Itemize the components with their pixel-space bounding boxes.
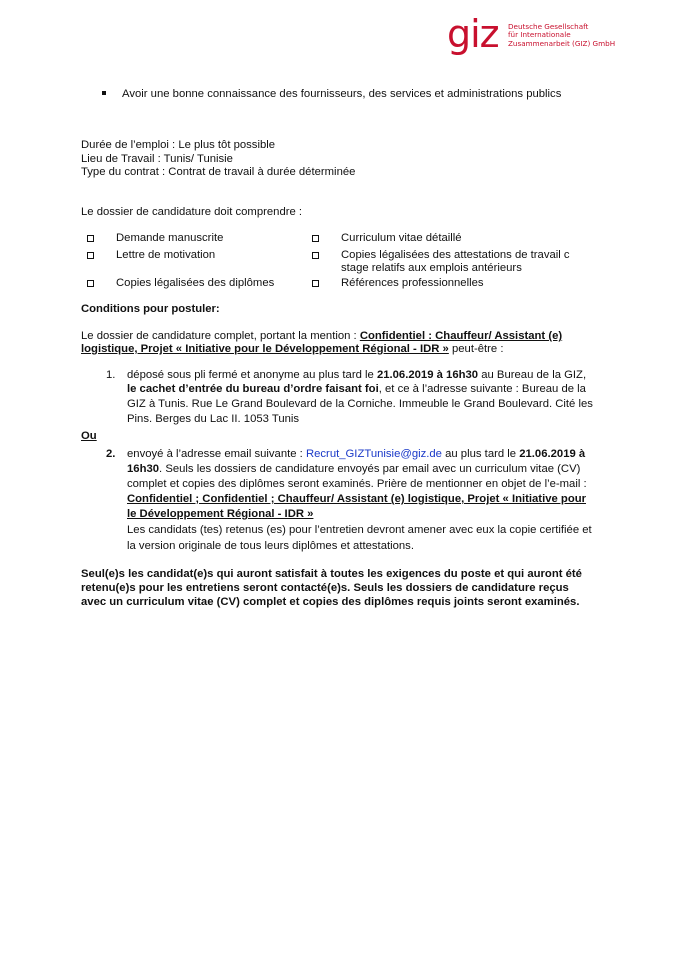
closing-line: avec un curriculum vitae (CV) complet et copies des diplômes requis joints seront examinés. (81, 596, 580, 608)
mention-title-bold: logistique, Projet « Initiative pour le Développement Régional - IDR » (81, 343, 449, 355)
logo-line: Zusammenarbeit (GIZ) GmbH (508, 38, 616, 48)
job-location: Lieu de Travail : Tunis/ Tunisie (81, 153, 233, 165)
deadline: 16h30 (127, 463, 160, 475)
job-duration: Durée de l’emploi : Le plus tôt possible (81, 139, 276, 151)
text-bold: le cachet d’entrée du bureau d’ordre faisant foi (127, 383, 379, 395)
option-2-line: complet et copies des diplômes seront examinés. Prière de mentionner en objet de l’e-mail : (127, 478, 587, 490)
giz-logo-text (508, 23, 615, 48)
option-1-line: Pins. Berges du Lac II. 1053 Tunis (127, 413, 300, 425)
mention-title-bold: Confidentiel : Chauffeur/ Assistant (e) (359, 330, 563, 342)
checkbox-icon (87, 280, 94, 287)
checkbox-icon (312, 252, 319, 259)
closing-line: Seul(e)s les candidat(e)s qui auront satisfait à toutes les exigences du poste et qui auront été (81, 568, 582, 580)
option-2-number: 2. (106, 448, 116, 460)
deadline: 21.06.2019 à (519, 448, 586, 460)
option-2-subject: Confidentiel ; Confidentiel ; Chauffeur/ Assistant (e) logistique, Projet « Initiative pour (127, 493, 587, 505)
job-contract-type: Type du contrat : Contrat de travail à durée déterminée (81, 166, 356, 178)
logo-line: Deutsche Gesellschaft (508, 22, 589, 31)
logo-line: für Internationale (508, 30, 571, 40)
bullet-square-icon (102, 91, 106, 95)
option-2-line (127, 461, 580, 477)
mention-prefix: Le dossier de candidature complet, portant la mention : (81, 330, 360, 342)
document-item: Copies légalisées des attestations de travail c (341, 249, 570, 261)
document-item: Références professionnelles (341, 277, 484, 289)
document-item: Curriculum vitae détaillé (341, 232, 462, 244)
text: envoyé à l’adresse email suivante : (127, 448, 306, 460)
dossier-intro: Le dossier de candidature doit comprendre : (81, 206, 303, 218)
option-1-line (127, 381, 586, 397)
text: déposé sous pli fermé et anonyme au plus tard le (127, 369, 377, 381)
document-item: Lettre de motivation (116, 249, 216, 261)
checkbox-icon (312, 235, 319, 242)
conditions-title: Conditions pour postuler: (81, 303, 220, 315)
text: au plus tard le (441, 448, 520, 460)
document-item-continuation: stage relatifs aux emplois antérieurs (341, 262, 522, 274)
text: au Bureau de la GIZ, (478, 369, 587, 381)
top-bullet-text: Avoir une bonne connaissance des fournisseurs, des services et administrations publics (122, 88, 562, 100)
email-link[interactable]: Recrut_GIZTunisie@giz.de (305, 448, 442, 460)
document-item: Copies légalisées des diplômes (116, 277, 275, 289)
checkbox-icon (87, 252, 94, 259)
option-2-line: Les candidats (tes) retenus (es) pour l’entretien devront amener avec eux la copie certifiée et (127, 524, 592, 536)
or-separator: Ou (81, 430, 97, 442)
text: , et ce à l’adresse suivante : Bureau de la (378, 383, 586, 395)
option-2-subject: le Développement Régional - IDR » (127, 508, 314, 520)
closing-line: retenu(e)s pour les entretiens seront contacté(e)s. Seuls les dossiers de candidature reçus (81, 582, 569, 594)
text: . Seuls les dossiers de candidature envoyés par email avec un curriculum vitae (CV) (159, 463, 581, 475)
option-2-line (127, 446, 585, 462)
deadline: 21.06.2019 à 16h30 (376, 369, 479, 381)
mention-suffix: peut-être : (448, 343, 504, 355)
checkbox-icon (87, 235, 94, 242)
checkbox-icon (312, 280, 319, 287)
option-1-number: 1. (106, 369, 116, 381)
mention-line-2 (81, 341, 503, 357)
document-item: Demande manuscrite (116, 232, 224, 244)
option-1-line: GIZ à Tunis. Rue Le Grand Boulevard de la Corniche. Immeuble le Grand Boulevard. Cité les (127, 398, 593, 410)
giz-logo: giz (447, 12, 499, 56)
option-2-line: la version originale de tous leurs diplômes et attestations. (127, 540, 414, 552)
